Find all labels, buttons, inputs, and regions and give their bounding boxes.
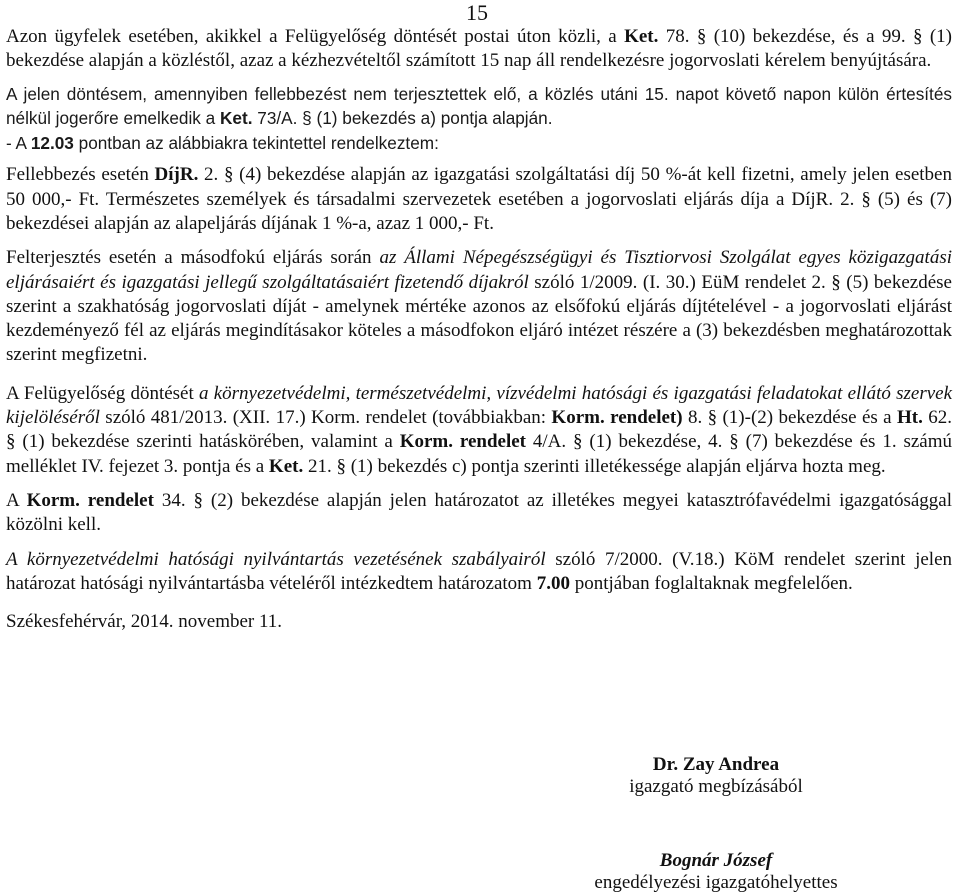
signature-block-deputy bbox=[551, 850, 881, 894]
paragraph-appeal-fee: Fellebbezés esetén DíjR. 2. § (4) bekezdése alapján az igazgatási szolgáltatási díj 50 %-át kell fizetni, amely jelen esetben 50 000,- Ft. Természetes személyek és társadalmi szervezetek esetében a jogorvoslati eljárás díja a DíjR. 2. § (5) és (7) bekezdései alapján az alapeljárás díjának 1 %-a, azaz 1 000,- Ft. bbox=[6, 164, 952, 234]
page-number: 15 bbox=[466, 0, 488, 25]
paragraph-competence: A Felügyelőség döntését a környezetvédelmi, természetvédelmi, vízvédelmi hatósági és igazgatási feladatokat ellátó szervek kijelöléséről szóló 481/2013. (XII. 17.) Korm. rendelet (továbbiakban: Korm. rendelet) 8. § (1)-(2) bekezdése és a Ht. 62. § (1) bekezdése szerinti hatáskörében, valamint a Korm. rendelet 4/A. § (1) bekezdése, 4. § (7) bekezdése és 1. számú melléklet IV. fejezet 3. pontja és a Ket. 21. § (1) bekezdés c) pontja szerinti illetékessége alapján eljárva hozta meg. bbox=[6, 382, 953, 477]
signatory-name: Bognár József bbox=[659, 850, 773, 871]
paragraph-appeal-deadline: Azon ügyfelek esetében, akikkel a Felügyelőség döntését postai úton közli, a Ket. 78. § (10) bekezdése, és a 99. § (1) bekezdése alapján a közléstől, azaz a kézhezvételtől számított 15 nap áll rendelkezésre jogorvoslati kérelem benyújtására. bbox=[6, 26, 952, 72]
signatory-title: engedélyezési igazgatóhelyettes bbox=[594, 872, 838, 893]
signatory-title: igazgató megbízásából bbox=[629, 776, 803, 797]
document-body bbox=[6, 25, 952, 634]
signatory-name: Dr. Zay Andrea bbox=[652, 754, 780, 775]
paragraph-registry: A környezetvédelmi hatósági nyilvántartás vezetésének szabályairól szóló 7/2000. (V.18.) KöM rendelet szerint jelen határozat hatósági nyilvántartásba vételéről intézkedtem határozatom 7.00 pontjában foglaltaknak megfelelően. bbox=[6, 548, 952, 594]
paragraph-second-instance: Felterjesztés esetén a másodfokú eljárás során az Állami Népegészségügyi és Tisztiorvosi Szolgálat egyes közigazgatási eljárásaiért és igazgatási jellegű szolgáltatásaiért fizetendő díjakról szóló 1/2009. (I. 30.) EüM rendelet 2. § (5) bekezdése szerint a szakhatóság jogorvoslati díját - amelynek mértéke azonos az elsőfokú eljárás díjtételével - a jogorvoslati eljárást kezdeményező fél az eljárás megindításakor köteles a másodfokon eljáró intézet részére a (3) bekezdésben meghatározottak szerint megfizetni. bbox=[6, 247, 952, 366]
paragraph-section-ref: - A 12.03 pontban az alábbiakra tekintettel rendelkeztem: bbox=[6, 132, 439, 153]
paragraph-finality: A jelen döntésem, amennyiben fellebbezést nem terjesztettek elő, a közlés utáni 15. napot követő napon külön értesítés nélkül jogerőre emelkedik a Ket. 73/A. § (1) bekezdés a) pontja alapján. bbox=[6, 83, 952, 129]
signature-block-director bbox=[551, 754, 881, 798]
place-and-date: Székesfehérvár, 2014. november 11. bbox=[6, 611, 283, 633]
paragraph-notification: A Korm. rendelet 34. § (2) bekezdése alapján jelen határozatot az illetékes megyei katasztrófavédelmi igazgatósággal közölni kell. bbox=[6, 489, 952, 536]
